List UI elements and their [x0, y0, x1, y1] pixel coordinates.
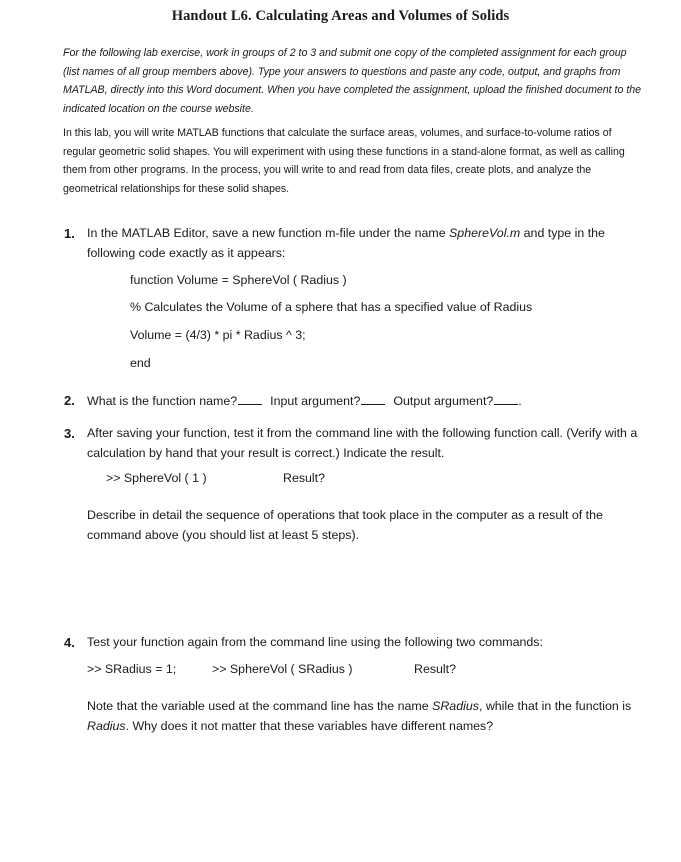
question-2-period: . [518, 394, 522, 408]
note-var-radius: Radius [87, 719, 126, 733]
question-4-note [87, 696, 642, 736]
question-4-number: 4. [64, 635, 75, 650]
input-argument-blank[interactable] [361, 392, 385, 405]
output-argument-blank[interactable] [494, 392, 518, 405]
question-1-text [87, 223, 642, 263]
q4-command-1: >> SRadius = 1; [87, 662, 177, 676]
instructions-paragraph: For the following lab exercise, work in groups of 2 to 3 and submit one copy of the completed assignment for each group (list names of all group members above). Type your answers to questions and paste any code, output, and graphs from MATLAB, directly into this Word document. When you have completed the assignment, upload the finished document to the indicated location on the course website. [63, 47, 642, 115]
question-4-text: Test your function again from the command line using the following two commands: [87, 635, 543, 649]
page-title: Handout L6. Calculating Areas and Volumes of Solids [171, 8, 510, 24]
question-2-name-prompt: What is the function name? [87, 394, 238, 408]
question-3-text: After saving your function, test it from the command line with the following function call. (Verify with a calculation by hand that your result is correct.) Indicate the result. [87, 426, 638, 460]
code-line-2: % Calculates the Volume of a sphere that has a specified value of Radius [130, 300, 533, 314]
question-2-number: 2. [64, 393, 75, 408]
note-part-b: , while that in the function is [478, 699, 632, 713]
note-var-sradius: SRadius [432, 699, 479, 713]
lab-intro-paragraph: In this lab, you will write MATLAB functions that calculate the surface areas, volumes, and surface-to-volume ratios of regular geometric solid shapes. You will experiment with using these functions in a stand-alone format, as well as calling them from other programs. In the process, you will write to and read from data files, create plots, and analyze the geometrical relationships for these solid shapes. [63, 127, 625, 195]
code-line-3: Volume = (4/3) * pi * Radius ^ 3; [130, 328, 306, 342]
question-1-text-before: In the MATLAB Editor, save a new function m-file under the name [87, 226, 450, 240]
question-2-output-prompt: Output argument? [393, 394, 494, 408]
question-1-filename: SphereVol.m [449, 226, 521, 240]
q4-result-label: Result? [414, 662, 457, 676]
q4-command-2: >> SphereVol ( SRadius ) [212, 662, 353, 676]
q3-result-label: Result? [283, 471, 326, 485]
question-3-number: 3. [64, 426, 75, 441]
question-2-input-prompt: Input argument? [270, 394, 361, 408]
note-part-a: Note that the variable used at the command line has the name [87, 699, 433, 713]
function-name-blank[interactable] [238, 392, 262, 405]
question-2-text [87, 391, 642, 411]
q3-command: >> SphereVol ( 1 ) [106, 471, 207, 485]
code-line-4: end [130, 356, 151, 370]
note-part-c: . Why does it not matter that these variables have different names? [125, 719, 494, 733]
code-line-1: function Volume = SphereVol ( Radius ) [130, 273, 347, 287]
question-1-text-after: and type in the following code exactly as it appears: [87, 226, 605, 260]
question-3-describe: Describe in detail the sequence of operations that took place in the computer as a result of the command above (you should list at least 5 steps). [87, 508, 603, 542]
question-1-number: 1. [64, 226, 75, 241]
